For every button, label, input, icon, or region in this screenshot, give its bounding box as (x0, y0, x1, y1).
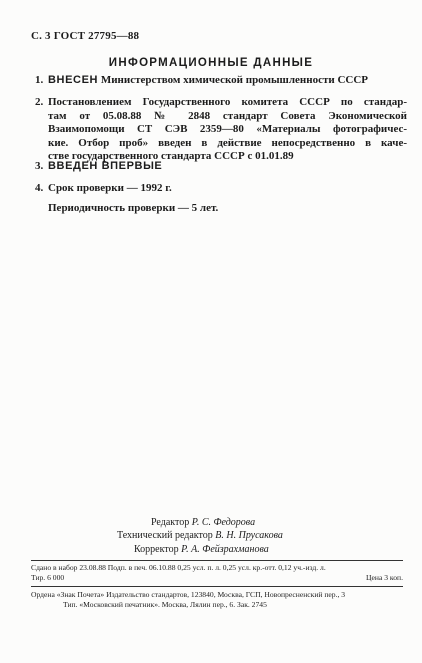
divider (31, 586, 403, 587)
info-item-1 (35, 74, 407, 88)
editor-name: Р. С. Федорова (191, 517, 256, 528)
item-text-line: кие. Отбор проб» введен в действие непосредственно в каче- (48, 136, 407, 149)
printer-line: Тип. «Московский печатник». Москва, Лялин пер., 6. Зак. 2745 (63, 600, 267, 609)
item-text-line: стве государственного стандарта СССР с 01.01.89 (48, 150, 294, 163)
item-text: Министерством химической промышленности СССР (100, 74, 368, 86)
editors-block (117, 516, 283, 556)
item-text-line: Взаимопомощи СТ СЭВ 2359—80 «Материалы фотографичес- (48, 123, 407, 136)
item-body (48, 96, 407, 164)
section-title: ИНФОРМАЦИОННЫЕ ДАННЫЕ (108, 57, 314, 69)
tech-editor-line (117, 529, 283, 542)
item-text-line: Постановлением Государственного комитета СССР по стандар- (48, 96, 407, 108)
item-lead: ВНЕСЕН (48, 74, 99, 86)
print-data-line: Сдано в набор 23.08.88 Подп. в печ. 06.10.88 0,25 усл. п. л. 0,25 усл. кр.-отт. 0,12 уч.-изд. л. (31, 563, 326, 572)
info-item-4 (35, 182, 407, 196)
item-body (48, 160, 407, 174)
print-data (31, 563, 403, 583)
info-item-2 (35, 96, 407, 164)
item-number: 2. (35, 96, 44, 108)
tech-editor-role: Технический редактор (117, 530, 213, 542)
page-header: С. 3 ГОСТ 27795—88 (31, 30, 140, 42)
publisher-info (31, 590, 403, 610)
divider (31, 560, 403, 561)
editor-role: Редактор (151, 517, 190, 528)
tech-editor-name: В. Н. Прусакова (215, 530, 283, 542)
price: Цена 3 коп. (366, 573, 403, 582)
info-item-3 (35, 160, 407, 174)
corrector-line (134, 543, 283, 556)
item-number: 3. (35, 160, 44, 172)
review-periodicity: Периодичность проверки — 5 лет. (48, 202, 219, 214)
item-lead: ВВЕДЕН ВПЕРВЫЕ (48, 160, 163, 172)
item-text-line: там от 05.08.88 № 2848 стандарт Совета Экономической (48, 109, 407, 122)
item-body (48, 74, 407, 88)
corrector-role: Корректор (134, 543, 179, 555)
publisher-line: Ордена «Знак Почета» Издательство стандартов, 123840, Москва, ГСП, Новопресненский пер., 3 (31, 590, 346, 599)
item-number: 1. (35, 74, 44, 86)
item-text: Срок проверки — 1992 г. (48, 182, 172, 194)
item-body (48, 182, 407, 196)
editor-line (151, 516, 283, 529)
corrector-name: Р. А. Фейзрахманова (181, 543, 269, 555)
item-number: 4. (35, 182, 44, 194)
print-data-line (31, 573, 403, 583)
circulation: Тир. 6 000 (31, 573, 65, 582)
